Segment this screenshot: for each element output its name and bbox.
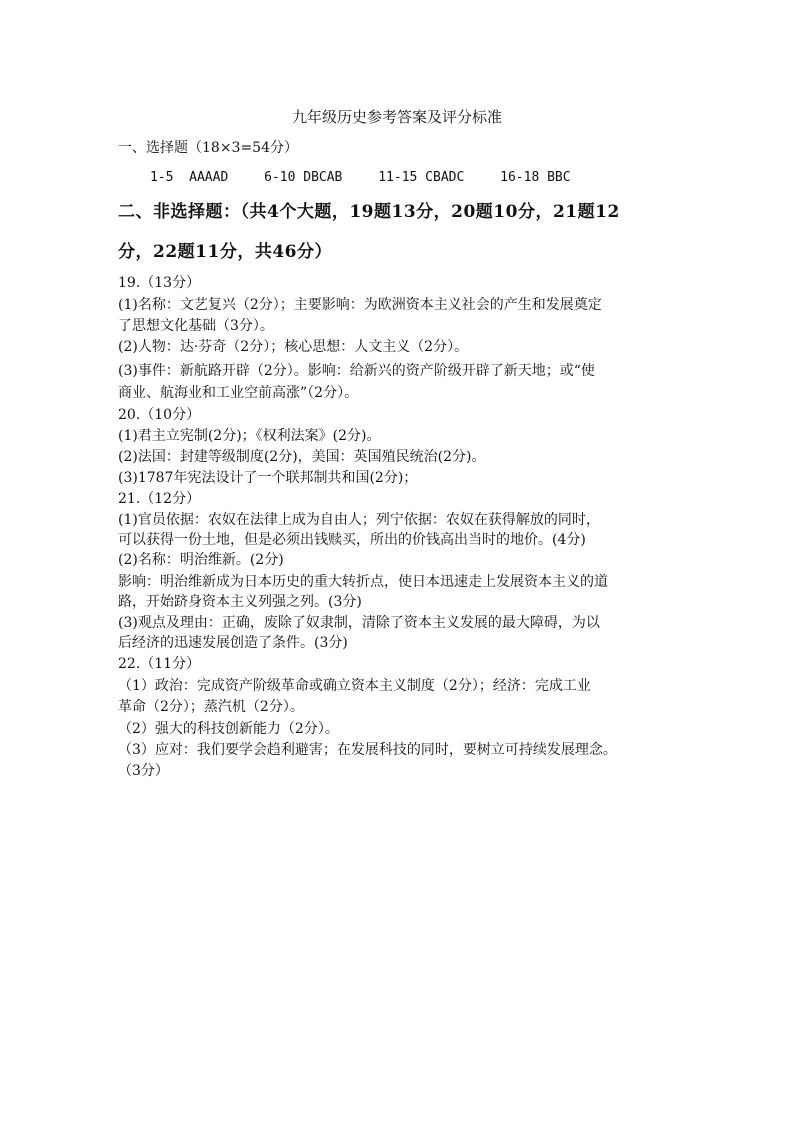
answer-group-3: 11-15 CBADC [378,170,465,185]
q21-line: 可以获得一份土地，但是必须出钱赎买，所出的价钱高出当时的地价。(4分) [118,532,586,548]
section1-heading: 一、选择题（18×3=54分） [118,140,298,156]
section2-heading-line1: 二、非选择题：（共4个大题，19题13分，20题10分，21题12 [118,202,620,222]
answer-group-2: 6-10 DBCAB [264,170,343,185]
q22-line: 革命（2分）；蒸汽机（2分）。 [118,699,304,715]
choice-answers [150,169,571,187]
q19-line: (2)人物：达·芬奇（2分）；核心思想：人文主义（2分）。 [118,339,469,355]
q22-line: （3分） [118,763,169,779]
q19-line: 了思想文化基础（3分）。 [118,318,274,334]
q20-line: (1)君主立宪制(2分)；《权利法案》(2分)。 [118,428,381,444]
q19-line: 商业、航海业和工业空前高涨”（2分）。 [118,385,359,401]
q20-line: (3)1787年宪法设计了一个联邦制共和国(2分)； [118,470,418,486]
q21-line: 影响：明治维新成为日本历史的重大转折点，使日本迅速走上发展资本主义的道 [118,574,608,590]
section2-heading-line2: 分，22题11分，共46分） [118,242,332,262]
q19-line: (1)名称：文艺复兴（2分）；主要影响：为欧洲资本主义社会的产生和发展奠定 [118,297,602,313]
answer-group-4: 16-18 BBC [500,170,571,185]
q21-line: (3)观点及理由：正确，废除了奴隶制，清除了资本主义发展的最大障碍，为以 [118,615,600,631]
q22-line: （2）强大的科技创新能力（2分）。 [118,721,339,737]
q22-line: （3）应对：我们要学会趋利避害；在发展科技的同时，要树立可持续发展理念。 [118,742,617,758]
page-title: 九年级历史参考答案及评分标准 [291,108,502,126]
q19-heading: 19.（13分） [118,275,201,291]
q20-line: (2)法国：封建等级制度(2分)，美国：英国殖民统治(2分)。 [118,449,486,465]
q21-line: 后经济的迅速发展创造了条件。(3分) [118,635,348,651]
q21-line: (2)名称：明治维新。(2分) [118,552,284,568]
q20-heading: 20.（10分） [118,407,201,423]
q19-line: (3)事件：新航路开辟（2分）。影响：给新兴的资产阶级开辟了新天地；或“使 [118,363,595,379]
q22-heading: 22.（11分） [118,656,201,672]
q22-line: （1）政治：完成资产阶级革命或确立资本主义制度（2分）；经济：完成工业 [118,678,591,694]
q21-heading: 21.（12分） [118,491,201,507]
answer-group-1: 1-5 AAAAD [150,170,229,185]
q21-line: (1)官员依据：农奴在法律上成为自由人；列宁依据：农奴在获得解放的同时， [118,512,600,528]
q21-line: 路，开始跻身资本主义列强之列。(3分) [118,594,362,610]
